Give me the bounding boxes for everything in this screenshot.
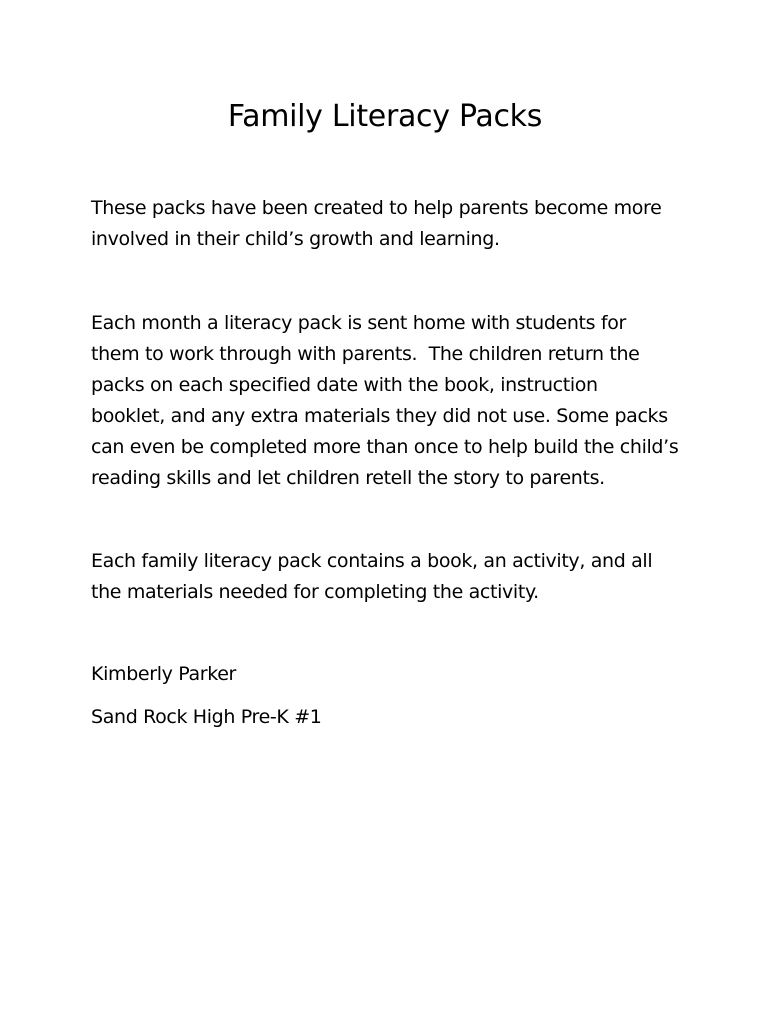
paragraph-line: Each family literacy pack contains a book, an activity, and all [91,550,653,572]
signature-name: Kimberly Parker [91,663,237,685]
paragraph-line: packs on each specified date with the book, instruction [91,374,598,396]
paragraph-line: them to work through with parents. The children return the [91,343,640,365]
paragraph-intro [91,193,691,255]
paragraph-line: Each month a literacy pack is sent home with students for [91,312,626,334]
signature-school: Sand Rock High Pre-K #1 [91,706,322,728]
paragraph-line: These packs have been created to help parents become more [91,197,662,219]
document-title: Family Literacy Packs [227,99,543,134]
paragraph-line: involved in their child’s growth and learning. [91,228,500,250]
paragraph-line: can even be completed more than once to help build the child’s [91,436,679,458]
paragraph-line: reading skills and let children retell the story to parents. [91,467,605,489]
paragraph-pack-contents [91,546,691,608]
paragraph-line: booklet, and any extra materials they did not use. Some packs [91,405,668,427]
paragraph-line: the materials needed for completing the activity. [91,581,539,603]
paragraph-monthly-pack [91,308,691,494]
